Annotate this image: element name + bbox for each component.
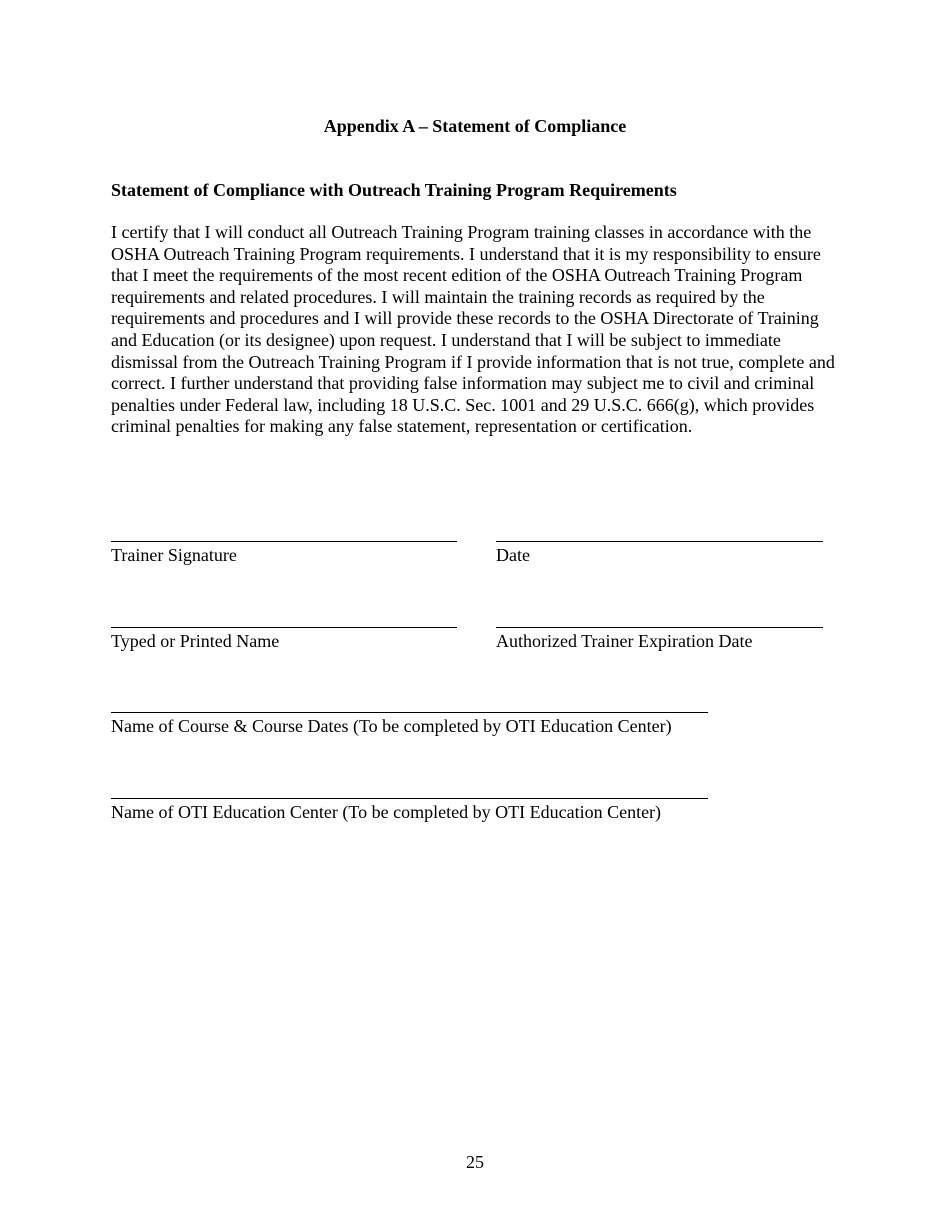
page-title: Appendix A – Statement of Compliance [323,116,627,136]
trainer-signature-label: Trainer Signature [111,545,237,565]
printed-name-line[interactable] [111,627,457,628]
expiration-date-label: Authorized Trainer Expiration Date [496,631,753,651]
page-number: 25 [466,1152,484,1172]
education-center-label: Name of OTI Education Center (To be completed by OTI Education Center) [111,802,662,822]
education-center-field[interactable] [111,798,708,823]
date-field[interactable] [496,541,823,566]
trainer-signature-line[interactable] [111,541,457,542]
trainer-signature-field[interactable] [111,541,457,566]
printed-name-field[interactable] [111,627,457,652]
course-line[interactable] [111,712,708,713]
date-line[interactable] [496,541,823,542]
section-heading: Statement of Compliance with Outreach Training Program Requirements [111,180,677,200]
printed-name-label: Typed or Printed Name [111,631,280,651]
course-label: Name of Course & Course Dates (To be completed by OTI Education Center) [111,716,672,736]
course-field[interactable] [111,712,708,737]
date-label: Date [496,545,530,565]
education-center-line[interactable] [111,798,708,799]
expiration-date-field[interactable] [496,627,823,652]
expiration-date-line[interactable] [496,627,823,628]
compliance-statement-text: I certify that I will conduct all Outreach Training Program training classes in accordance with the OSHA Outreach Training Program requirements. I understand that it is my responsibility to ensure that I meet the requirements of the most recent edition of the OSHA Outreach Training Program requirements and related procedures. I will maintain the training records as required by the requirements and procedures and I will provide these records to the OSHA Directorate of Training and Education (or its designee) upon request. I understand that I will be subject to immediate dismissal from the Outreach Training Program if I provide information that is not true, complete and correct. I further understand that providing false information may subject me to civil and criminal penalties under Federal law, including 18 U.S.C. Sec. 1001 and 29 U.S.C. 666(g), which provides criminal penalties for making any false statement, representation or certification. [111,222,835,437]
